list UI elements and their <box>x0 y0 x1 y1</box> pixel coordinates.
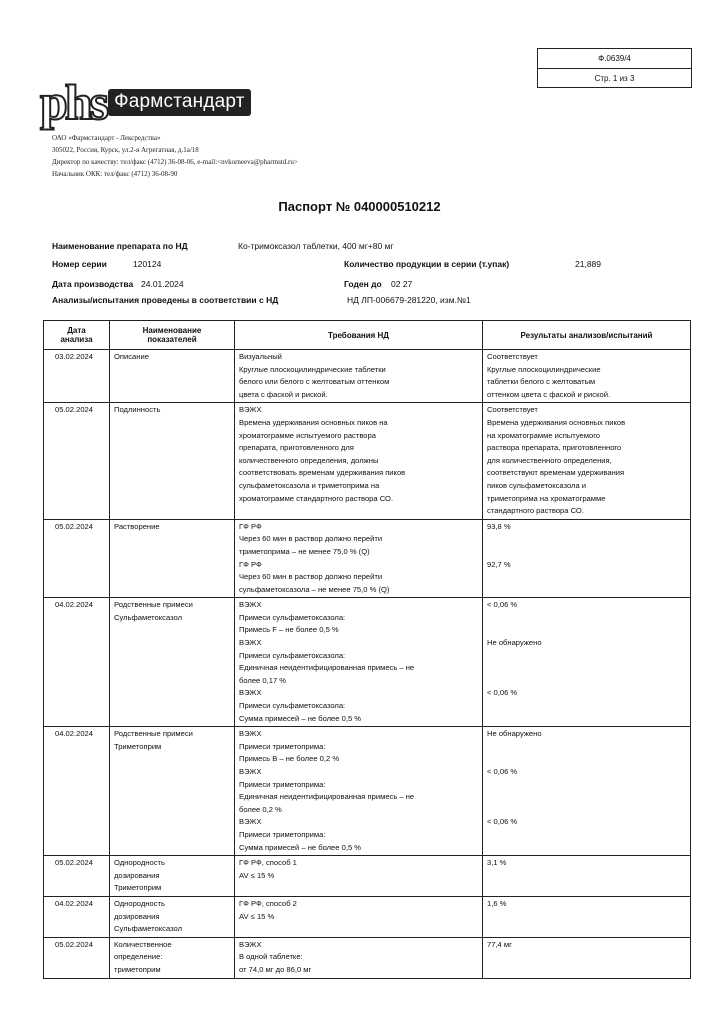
cell-requirement <box>235 727 483 856</box>
cell-result-line <box>487 571 686 584</box>
cell-requirement-line: ГФ РФ <box>239 559 262 569</box>
company-logo <box>40 74 251 130</box>
cell-indicator <box>110 896 235 937</box>
cell-requirement-line: Через 60 мин в раствор должно перейти <box>239 534 383 544</box>
cell-indicator <box>110 856 235 897</box>
cell-result-line: Времена удерживания основных пиков <box>487 417 626 427</box>
cell-result <box>483 896 691 937</box>
cell-requirement-line <box>239 923 478 936</box>
cell-result <box>483 350 691 403</box>
company-name: ОАО «Фармстандарт - Лексредства» <box>52 134 161 142</box>
form-code-box <box>537 48 692 88</box>
cell-date: 05.02.2024 <box>44 856 110 897</box>
quantity-value: 21,889 <box>575 259 601 269</box>
cell-requirement <box>235 896 483 937</box>
cell-requirement-line: сульфаметоксазола – не менее 75,0 % (Q) <box>239 584 390 594</box>
cell-requirement <box>235 519 483 598</box>
form-code: Ф.0639/4 <box>598 54 631 63</box>
basis-value: НД ЛП-006679-281220, изм.№1 <box>347 295 471 305</box>
cell-result-line: Не обнаружено <box>487 729 542 739</box>
cell-indicator-line: Родственные примеси <box>114 729 193 739</box>
cell-result-line <box>487 624 686 637</box>
cell-indicator <box>110 350 235 403</box>
header-results: Результаты анализов/испытаний <box>483 321 691 350</box>
cell-result-line <box>487 923 686 936</box>
cell-requirement-line: ВЭЖХ <box>239 729 262 739</box>
table-row <box>44 350 691 403</box>
cell-requirement-line: Примеси сульфаметоксазола: <box>239 650 346 660</box>
cell-indicator-line: Родственные примеси <box>114 600 193 610</box>
logo-mark: phs <box>40 74 107 130</box>
cell-requirement-line: Времена удерживания основных пиков на <box>239 417 388 427</box>
cell-result-line <box>487 612 686 625</box>
header-indicator: Наименование показателей <box>110 321 235 350</box>
cell-result-line: на хроматограмме испытуемого <box>487 430 601 440</box>
cell-result-line <box>487 700 686 713</box>
cell-requirement-line: Сумма примесей – не более 0,5 % <box>239 713 362 723</box>
cell-result <box>483 403 691 519</box>
cell-requirement-line: цвета с фаской и риской. <box>239 389 328 399</box>
cell-indicator-line: Сульфаметоксазол <box>114 612 183 622</box>
cell-result-line <box>487 829 686 842</box>
cell-requirement-line: ГФ РФ <box>239 521 262 531</box>
cell-requirement-line: ВЭЖХ <box>239 600 262 610</box>
cell-indicator-line: Триметоприм <box>114 741 162 751</box>
cell-result-line <box>487 546 686 559</box>
cell-indicator-line: определение: <box>114 952 163 962</box>
cell-result-line: Соответствует <box>487 405 538 415</box>
cell-requirement-line: Примесь F – не более 0,5 % <box>239 625 339 635</box>
expiry-value: 02 27 <box>391 279 413 289</box>
header-requirements: Требования НД <box>235 321 483 350</box>
cell-requirement-line: белого или белого с желтоватым оттенком <box>239 377 390 387</box>
cell-requirement-line: от 74,0 мг до 86,0 мг <box>239 964 312 974</box>
company-address: 305022, Россия, Курск, ул.2-я Агрегатная, д.1а/18 <box>52 146 199 154</box>
cell-date: 03.02.2024 <box>44 350 110 403</box>
cell-indicator-line: Количественное <box>114 939 172 949</box>
cell-result-line <box>487 964 686 977</box>
table-row <box>44 937 691 978</box>
quantity-label: Количество продукции в серии (т.упак) <box>344 259 510 269</box>
cell-requirement <box>235 350 483 403</box>
cell-result-line: оттенком цвета с фаской и риской. <box>487 389 611 399</box>
cell-requirement-line: триметоприма – не менее 75,0 % (Q) <box>239 546 370 556</box>
cell-indicator-line: Растворение <box>114 521 160 531</box>
cell-indicator <box>110 598 235 727</box>
table-row <box>44 856 691 897</box>
cell-indicator <box>110 403 235 519</box>
cell-result-line <box>487 951 686 964</box>
cell-requirement-line: ВЭЖХ <box>239 939 262 949</box>
drug-value: Ко-тримоксазол таблетки, 400 мг+80 мг <box>238 241 394 251</box>
cell-requirement-line: Визуальный <box>239 352 282 361</box>
cell-indicator <box>110 519 235 598</box>
page-title: Паспорт № 040000510212 <box>278 199 441 214</box>
cell-requirement-line: В одной таблетке: <box>239 952 303 962</box>
cell-result-line <box>487 650 686 663</box>
cell-result-line <box>487 533 686 546</box>
cell-result <box>483 598 691 727</box>
series-label: Номер серии <box>52 259 107 269</box>
cell-result-line: Соответствует <box>487 352 538 361</box>
cell-indicator-line: дозирования <box>114 870 160 880</box>
cell-indicator-line: Однородность <box>114 898 165 908</box>
table-row <box>44 896 691 937</box>
cell-date: 04.02.2024 <box>44 896 110 937</box>
cell-requirement-line: Сумма примесей – не более 0,5 % <box>239 842 362 852</box>
cell-requirement-line: ВЭЖХ <box>239 688 262 698</box>
cell-date: 05.02.2024 <box>44 937 110 978</box>
table-row <box>44 403 691 519</box>
cell-requirement-line: Круглые плоскоцилиндрические таблетки <box>239 364 386 374</box>
cell-result <box>483 937 691 978</box>
cell-requirement-line: Примеси триметоприма: <box>239 741 326 751</box>
cell-requirement-line: более 0,17 % <box>239 675 287 685</box>
cell-requirement-line: Единичная неидентифицированная примесь – не <box>239 663 415 673</box>
cell-result-line <box>487 741 686 754</box>
cell-requirement-line: ГФ РФ, способ 1 <box>239 858 297 868</box>
cell-result-line: 92,7 % <box>487 559 511 569</box>
cell-requirement-line: Примеси сульфаметоксазола: <box>239 612 346 622</box>
cell-result-line <box>487 675 686 688</box>
cell-requirement-line: хроматограмме испытуемого раствора <box>239 430 376 440</box>
cell-requirement-line: Примесь B – не более 0,2 % <box>239 754 340 764</box>
quality-director-contact: Директор по качеству: тел/факс (4712) 36-08-06, e-mail:<nvkorneeva@pharmstd.ru> <box>52 158 298 166</box>
cell-result-line: пиков сульфаметоксазола и <box>487 480 587 490</box>
cell-requirement-line: ГФ РФ, способ 2 <box>239 898 297 908</box>
cell-result-line: 93,8 % <box>487 521 511 531</box>
cell-indicator <box>110 937 235 978</box>
cell-requirement-line: ВЭЖХ <box>239 638 262 648</box>
cell-requirement-line: более 0,2 % <box>239 804 282 814</box>
cell-result-line: таблетки белого с желтоватым <box>487 377 596 387</box>
cell-indicator-line: Подлинность <box>114 405 161 415</box>
logo-name: Фармстандарт <box>108 89 251 116</box>
basis-label: Анализы/испытания проведены в соответствии с НД <box>52 295 279 305</box>
cell-result-line <box>487 779 686 792</box>
cell-requirement <box>235 598 483 727</box>
cell-result-line: < 0,06 % <box>487 767 518 776</box>
cell-result-line: < 0,06 % <box>487 688 518 698</box>
cell-result-line: 3,1 % <box>487 858 507 868</box>
cell-result-line <box>487 584 686 597</box>
cell-indicator-line: Однородность <box>114 858 165 868</box>
cell-indicator-line: Триметоприм <box>114 883 162 893</box>
cell-indicator-line: дозирования <box>114 911 160 921</box>
series-value: 120124 <box>133 259 162 269</box>
production-date-value: 24.01.2024 <box>141 279 184 289</box>
table-row <box>44 519 691 598</box>
page-number: Стр. 1 из 3 <box>538 68 691 88</box>
table-row <box>44 598 691 727</box>
cell-requirement-line: Единичная неидентифицированная примесь – не <box>239 792 415 802</box>
cell-requirement-line: AV ≤ 15 % <box>239 870 275 880</box>
cell-requirement-line: ВЭЖХ <box>239 405 262 415</box>
cell-result-line: < 0,06 % <box>487 600 518 610</box>
cell-result-line: < 0,06 % <box>487 817 518 827</box>
table-header-row <box>44 321 691 350</box>
cell-date: 04.02.2024 <box>44 598 110 727</box>
cell-result-line: для количественного определения, <box>487 455 612 465</box>
cell-requirement <box>235 856 483 897</box>
production-date-label: Дата производства <box>52 279 134 289</box>
cell-requirement-line: ВЭЖХ <box>239 817 262 827</box>
cell-requirement-line: хроматограмме стандартного раствора СО. <box>239 493 394 503</box>
cell-result-line: 1,6 % <box>487 898 507 908</box>
analysis-table <box>43 320 691 979</box>
cell-requirement <box>235 403 483 519</box>
cell-result-line <box>487 662 686 675</box>
cell-requirement-line: количественного определения, должны <box>239 455 379 465</box>
cell-result-line <box>487 804 686 817</box>
cell-result-line <box>487 882 686 895</box>
cell-indicator-line: Сульфаметоксазол <box>114 924 183 934</box>
table-body <box>44 350 691 979</box>
cell-result-line <box>487 842 686 855</box>
cell-result-line: Круглые плоскоцилиндрические <box>487 364 601 374</box>
cell-result-line <box>487 870 686 883</box>
cell-result-line: стандартного раствора СО. <box>487 506 584 516</box>
cell-requirement-line: Через 60 мин в раствор должно перейти <box>239 572 383 582</box>
cell-result-line: соответствуют временам удерживания <box>487 468 625 478</box>
cell-date: 05.02.2024 <box>44 403 110 519</box>
cell-indicator <box>110 727 235 856</box>
cell-result <box>483 727 691 856</box>
drug-label: Наименование препарата по НД <box>52 241 188 251</box>
cell-result-line <box>487 713 686 726</box>
cell-indicator-line: Описание <box>114 352 149 361</box>
cell-requirement-line: ВЭЖХ <box>239 767 262 776</box>
cell-result-line <box>487 911 686 924</box>
cell-result-line: Не обнаружено <box>487 638 542 648</box>
cell-date: 05.02.2024 <box>44 519 110 598</box>
cell-requirement-line: Примеси триметоприма: <box>239 829 326 839</box>
cell-requirement-line: Примеси сульфаметоксазола: <box>239 701 346 711</box>
cell-date: 04.02.2024 <box>44 727 110 856</box>
cell-requirement-line: соответствовать временам удерживания пиков <box>239 468 406 478</box>
cell-result <box>483 856 691 897</box>
expiry-label: Годен до <box>344 279 382 289</box>
cell-result-line: 77,4 мг <box>487 939 512 949</box>
cell-result <box>483 519 691 598</box>
cell-result-line <box>487 753 686 766</box>
cell-result-line: триметоприма на хроматограмме <box>487 493 606 503</box>
qc-head-contact: Начальник ОКК: тел/факс (4712) 36-08-90 <box>52 170 178 178</box>
header-date: Дата анализа <box>44 321 110 350</box>
cell-requirement-line: Примеси триметоприма: <box>239 779 326 789</box>
cell-requirement <box>235 937 483 978</box>
cell-result-line: раствора препарата, приготовленного <box>487 443 622 453</box>
cell-requirement-line: AV ≤ 15 % <box>239 911 275 921</box>
cell-requirement-line <box>239 882 478 895</box>
table-row <box>44 727 691 856</box>
cell-requirement-line: препарата, приготовленного для <box>239 443 354 453</box>
cell-indicator-line: триметоприм <box>114 964 161 974</box>
cell-requirement-line: сульфаметоксазола и триметоприма на <box>239 480 380 490</box>
cell-result-line <box>487 791 686 804</box>
